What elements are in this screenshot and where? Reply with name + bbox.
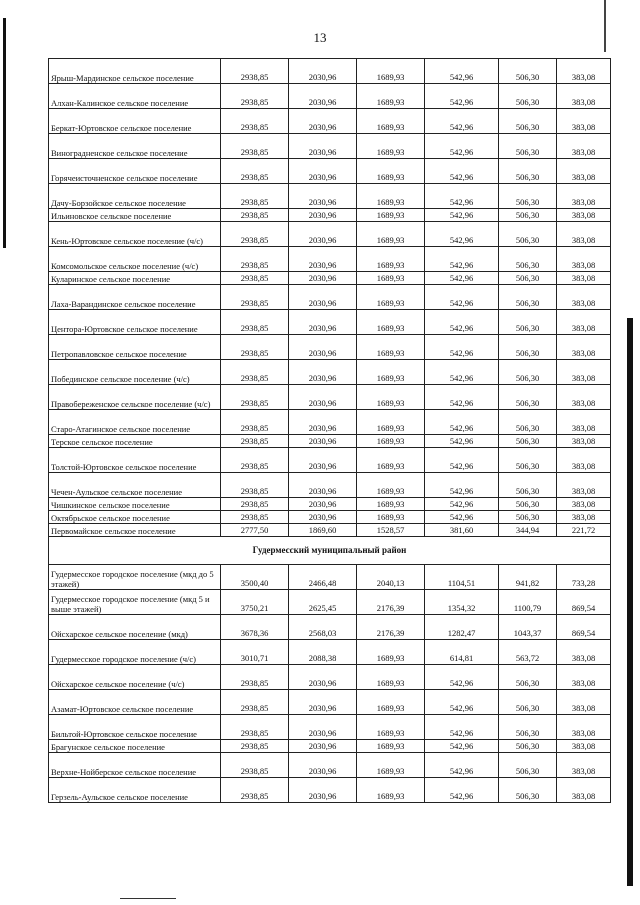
value-cell-col-4: 542,96: [425, 159, 499, 184]
settlement-name-cell: Бильтой-Юртовское сельское поселение: [49, 715, 221, 740]
value-cell-col-3: 1689,93: [357, 665, 425, 690]
value-cell-col-3: 1689,93: [357, 740, 425, 753]
value-cell-col-2: 1869,60: [289, 524, 357, 537]
value-cell-col-4: 542,96: [425, 778, 499, 803]
value-cell-col-3: 1689,93: [357, 473, 425, 498]
value-cell-col-3: 1689,93: [357, 435, 425, 448]
table-row: [49, 285, 611, 310]
value-cell-col-2: 2030,96: [289, 335, 357, 360]
table-row: [49, 524, 611, 537]
table-row: [49, 222, 611, 247]
value-cell-col-2: 2088,38: [289, 640, 357, 665]
value-cell-col-1: 3750,21: [221, 590, 289, 615]
value-cell-col-3: 1689,93: [357, 184, 425, 209]
table-row: [49, 247, 611, 272]
value-cell-col-6: 383,08: [557, 640, 611, 665]
settlement-name-cell: Комсомольское сельское поселение (ч/с): [49, 247, 221, 272]
value-cell-col-6: 383,08: [557, 84, 611, 109]
settlement-name-cell: Толстой-Юртовское сельское поселение: [49, 448, 221, 473]
value-cell-col-2: 2030,96: [289, 159, 357, 184]
value-cell-col-4: 542,96: [425, 498, 499, 511]
value-cell-col-3: 1689,93: [357, 335, 425, 360]
value-cell-col-3: 1689,93: [357, 360, 425, 385]
value-cell-col-3: 1689,93: [357, 247, 425, 272]
table-row: [49, 690, 611, 715]
value-cell-col-3: 1689,93: [357, 159, 425, 184]
value-cell-col-6: 383,08: [557, 159, 611, 184]
table-row: [49, 109, 611, 134]
value-cell-col-3: 1689,93: [357, 59, 425, 84]
table-row: [49, 184, 611, 209]
value-cell-col-5: 506,30: [499, 448, 557, 473]
value-cell-col-3: 2040,13: [357, 565, 425, 590]
value-cell-col-3: 1689,93: [357, 84, 425, 109]
value-cell-col-6: 383,08: [557, 690, 611, 715]
table-row: [49, 360, 611, 385]
settlement-name-cell: Лаха-Варандинское сельское поселение: [49, 285, 221, 310]
value-cell-col-3: 1689,93: [357, 690, 425, 715]
table-row: [49, 565, 611, 590]
value-cell-col-6: 383,08: [557, 184, 611, 209]
value-cell-col-4: 542,96: [425, 247, 499, 272]
value-cell-col-4: 542,96: [425, 209, 499, 222]
value-cell-col-1: 2938,85: [221, 360, 289, 385]
value-cell-col-6: 383,08: [557, 285, 611, 310]
value-cell-col-1: 3500,40: [221, 565, 289, 590]
value-cell-col-3: 1689,93: [357, 511, 425, 524]
table-row: [49, 590, 611, 615]
section-title: Гудермесский муниципальный район: [49, 537, 611, 565]
value-cell-col-3: 1689,93: [357, 753, 425, 778]
value-cell-col-3: 1689,93: [357, 640, 425, 665]
value-cell-col-4: 542,96: [425, 448, 499, 473]
value-cell-col-5: 506,30: [499, 59, 557, 84]
value-cell-col-1: 2938,85: [221, 448, 289, 473]
value-cell-col-5: 506,30: [499, 84, 557, 109]
table-row: [49, 335, 611, 360]
settlement-name-cell: Беркат-Юртовское сельское поселение: [49, 109, 221, 134]
value-cell-col-1: 2938,85: [221, 690, 289, 715]
value-cell-col-6: 383,08: [557, 498, 611, 511]
value-cell-col-4: 542,96: [425, 222, 499, 247]
settlement-name-cell: Алхан-Калинское сельское поселение: [49, 84, 221, 109]
scan-artifact-right-bar: [627, 318, 633, 886]
settlement-name-cell: Ильиновское сельское поселение: [49, 209, 221, 222]
value-cell-col-5: 1100,79: [499, 590, 557, 615]
settlement-name-cell: Петропавловское сельское поселение: [49, 335, 221, 360]
value-cell-col-4: 542,96: [425, 184, 499, 209]
value-cell-col-5: 506,30: [499, 134, 557, 159]
value-cell-col-4: 542,96: [425, 435, 499, 448]
value-cell-col-2: 2625,45: [289, 590, 357, 615]
scan-artifact-bottom-mark: [120, 898, 176, 899]
table-row: [49, 715, 611, 740]
value-cell-col-5: 506,30: [499, 385, 557, 410]
value-cell-col-4: 542,96: [425, 285, 499, 310]
value-cell-col-6: 383,08: [557, 134, 611, 159]
value-cell-col-4: 542,96: [425, 753, 499, 778]
value-cell-col-3: 1689,93: [357, 310, 425, 335]
table-body-bottom: [49, 565, 611, 803]
value-cell-col-5: 506,30: [499, 410, 557, 435]
value-cell-col-3: 1689,93: [357, 715, 425, 740]
value-cell-col-1: 2938,85: [221, 109, 289, 134]
value-cell-col-1: 2938,85: [221, 184, 289, 209]
settlement-name-cell: Гудермесское городское поселение (ч/с): [49, 640, 221, 665]
value-cell-col-4: 542,96: [425, 740, 499, 753]
value-cell-col-3: 2176,39: [357, 590, 425, 615]
settlement-name-cell: Виноградненское сельское поселение: [49, 134, 221, 159]
value-cell-col-5: 506,30: [499, 665, 557, 690]
value-cell-col-1: 2938,85: [221, 715, 289, 740]
table-row: [49, 159, 611, 184]
value-cell-col-2: 2030,96: [289, 715, 357, 740]
value-cell-col-5: 506,30: [499, 360, 557, 385]
value-cell-col-4: 542,96: [425, 310, 499, 335]
value-cell-col-6: 383,08: [557, 247, 611, 272]
settlement-name-cell: Гудермесское городское поселение (мкд до 5 этажей): [49, 565, 221, 590]
settlement-name-cell: Центора-Юртовское сельское поселение: [49, 310, 221, 335]
value-cell-col-5: 506,30: [499, 498, 557, 511]
value-cell-col-5: 506,30: [499, 690, 557, 715]
value-cell-col-1: 2938,85: [221, 498, 289, 511]
settlement-name-cell: Ойсхарское сельское поселение (мкд): [49, 615, 221, 640]
table-row: [49, 134, 611, 159]
value-cell-col-2: 2466,48: [289, 565, 357, 590]
value-cell-col-2: 2030,96: [289, 134, 357, 159]
value-cell-col-1: 2938,85: [221, 435, 289, 448]
section-header-row: [49, 537, 611, 565]
value-cell-col-5: 506,30: [499, 109, 557, 134]
value-cell-col-5: 1043,37: [499, 615, 557, 640]
value-cell-col-6: 383,08: [557, 753, 611, 778]
value-cell-col-6: 383,08: [557, 59, 611, 84]
value-cell-col-6: 733,28: [557, 565, 611, 590]
value-cell-col-6: 383,08: [557, 715, 611, 740]
value-cell-col-3: 1689,93: [357, 285, 425, 310]
value-cell-col-2: 2030,96: [289, 84, 357, 109]
table-body-top: [49, 59, 611, 537]
value-cell-col-2: 2030,96: [289, 740, 357, 753]
value-cell-col-4: 542,96: [425, 715, 499, 740]
table-row: [49, 753, 611, 778]
value-cell-col-5: 506,30: [499, 222, 557, 247]
value-cell-col-1: 2938,85: [221, 84, 289, 109]
value-cell-col-6: 383,08: [557, 385, 611, 410]
value-cell-col-3: 2176,39: [357, 615, 425, 640]
value-cell-col-5: 506,30: [499, 335, 557, 360]
table-row: [49, 740, 611, 753]
value-cell-col-2: 2030,96: [289, 209, 357, 222]
table-row: [49, 310, 611, 335]
value-cell-col-6: 383,08: [557, 109, 611, 134]
table-row: [49, 209, 611, 222]
value-cell-col-6: 383,08: [557, 310, 611, 335]
value-cell-col-5: 506,30: [499, 740, 557, 753]
value-cell-col-5: 506,30: [499, 209, 557, 222]
value-cell-col-3: 1689,93: [357, 410, 425, 435]
value-cell-col-1: 2938,85: [221, 473, 289, 498]
value-cell-col-2: 2030,96: [289, 285, 357, 310]
settlement-name-cell: Октябрьское сельское поселение: [49, 511, 221, 524]
value-cell-col-2: 2030,96: [289, 272, 357, 285]
value-cell-col-4: 542,96: [425, 84, 499, 109]
table-section: [49, 537, 611, 565]
value-cell-col-1: 2938,85: [221, 753, 289, 778]
settlement-name-cell: Куларинское сельское поселение: [49, 272, 221, 285]
table-row: [49, 410, 611, 435]
settlement-name-cell: Чишкинское сельское поселение: [49, 498, 221, 511]
value-cell-col-4: 542,96: [425, 690, 499, 715]
settlement-name-cell: Старо-Атагинское сельское поселение: [49, 410, 221, 435]
value-cell-col-1: 2938,85: [221, 511, 289, 524]
value-cell-col-3: 1689,93: [357, 209, 425, 222]
settlement-name-cell: Герзель-Аульское сельское поселение: [49, 778, 221, 803]
value-cell-col-5: 506,30: [499, 272, 557, 285]
page-number: 13: [313, 30, 327, 45]
value-cell-col-4: 542,96: [425, 134, 499, 159]
value-cell-col-1: 2938,85: [221, 385, 289, 410]
value-cell-col-1: 2938,85: [221, 335, 289, 360]
table-row: [49, 665, 611, 690]
value-cell-col-5: 506,30: [499, 778, 557, 803]
value-cell-col-3: 1689,93: [357, 385, 425, 410]
settlement-name-cell: Терское сельское поселение: [49, 435, 221, 448]
value-cell-col-1: 3010,71: [221, 640, 289, 665]
table-row: [49, 511, 611, 524]
value-cell-col-1: 2938,85: [221, 410, 289, 435]
settlement-name-cell: Первомайское сельское поселение: [49, 524, 221, 537]
value-cell-col-6: 383,08: [557, 335, 611, 360]
value-cell-col-1: 2938,85: [221, 778, 289, 803]
value-cell-col-5: 506,30: [499, 715, 557, 740]
value-cell-col-6: 383,08: [557, 272, 611, 285]
value-cell-col-5: 506,30: [499, 159, 557, 184]
value-cell-col-6: 383,08: [557, 360, 611, 385]
value-cell-col-2: 2030,96: [289, 665, 357, 690]
settlement-name-cell: Ярыш-Мардинское сельское поселение: [49, 59, 221, 84]
value-cell-col-2: 2030,96: [289, 360, 357, 385]
value-cell-col-2: 2030,96: [289, 310, 357, 335]
value-cell-col-6: 383,08: [557, 511, 611, 524]
value-cell-col-2: 2030,96: [289, 222, 357, 247]
value-cell-col-2: 2568,03: [289, 615, 357, 640]
value-cell-col-5: 506,30: [499, 184, 557, 209]
value-cell-col-1: 2938,85: [221, 222, 289, 247]
value-cell-col-4: 542,96: [425, 665, 499, 690]
value-cell-col-4: 542,96: [425, 410, 499, 435]
value-cell-col-6: 869,54: [557, 615, 611, 640]
value-cell-col-2: 2030,96: [289, 448, 357, 473]
settlement-name-cell: Верхне-Нойберское сельское поселение: [49, 753, 221, 778]
value-cell-col-2: 2030,96: [289, 410, 357, 435]
value-cell-col-2: 2030,96: [289, 473, 357, 498]
value-cell-col-1: 2938,85: [221, 272, 289, 285]
value-cell-col-1: 2938,85: [221, 247, 289, 272]
settlement-name-cell: Правобереженское сельское поселение (ч/с): [49, 385, 221, 410]
value-cell-col-3: 1689,93: [357, 448, 425, 473]
value-cell-col-3: 1689,93: [357, 272, 425, 285]
value-cell-col-6: 383,08: [557, 448, 611, 473]
value-cell-col-5: 506,30: [499, 435, 557, 448]
value-cell-col-5: 344,94: [499, 524, 557, 537]
table-row: [49, 615, 611, 640]
value-cell-col-3: 1689,93: [357, 134, 425, 159]
table-row: [49, 640, 611, 665]
table-row: [49, 448, 611, 473]
value-cell-col-6: 383,08: [557, 740, 611, 753]
settlement-name-cell: Брагунское сельское поселение: [49, 740, 221, 753]
settlement-name-cell: Чечен-Аульское сельское поселение: [49, 473, 221, 498]
value-cell-col-5: 506,30: [499, 473, 557, 498]
value-cell-col-5: 506,30: [499, 511, 557, 524]
table-row: [49, 498, 611, 511]
settlement-name-cell: Гудермесское городское поселение (мкд 5 и выше этажей): [49, 590, 221, 615]
value-cell-col-2: 2030,96: [289, 511, 357, 524]
value-cell-col-4: 1104,51: [425, 565, 499, 590]
settlement-name-cell: Кень-Юртовское сельское поселение (ч/с): [49, 222, 221, 247]
settlement-name-cell: Дачу-Борзойское сельское поселение: [49, 184, 221, 209]
value-cell-col-4: 542,96: [425, 473, 499, 498]
settlement-name-cell: Побединское сельское поселение (ч/с): [49, 360, 221, 385]
value-cell-col-4: 542,96: [425, 109, 499, 134]
value-cell-col-6: 383,08: [557, 778, 611, 803]
settlement-name-cell: Горячеисточненское сельское поселение: [49, 159, 221, 184]
tariff-table: [48, 58, 611, 803]
value-cell-col-1: 2777,50: [221, 524, 289, 537]
value-cell-col-2: 2030,96: [289, 435, 357, 448]
value-cell-col-5: 506,30: [499, 310, 557, 335]
value-cell-col-6: 221,72: [557, 524, 611, 537]
value-cell-col-4: 381,60: [425, 524, 499, 537]
value-cell-col-1: 3678,36: [221, 615, 289, 640]
value-cell-col-5: 506,30: [499, 753, 557, 778]
value-cell-col-6: 383,08: [557, 410, 611, 435]
value-cell-col-4: 542,96: [425, 511, 499, 524]
table-row: [49, 778, 611, 803]
table-row: [49, 84, 611, 109]
value-cell-col-1: 2938,85: [221, 285, 289, 310]
value-cell-col-3: 1689,93: [357, 109, 425, 134]
value-cell-col-2: 2030,96: [289, 753, 357, 778]
value-cell-col-6: 383,08: [557, 473, 611, 498]
value-cell-col-5: 563,72: [499, 640, 557, 665]
value-cell-col-1: 2938,85: [221, 159, 289, 184]
value-cell-col-3: 1528,57: [357, 524, 425, 537]
value-cell-col-3: 1689,93: [357, 778, 425, 803]
table-row: [49, 435, 611, 448]
value-cell-col-1: 2938,85: [221, 209, 289, 222]
value-cell-col-6: 383,08: [557, 222, 611, 247]
value-cell-col-1: 2938,85: [221, 59, 289, 84]
value-cell-col-5: 506,30: [499, 247, 557, 272]
value-cell-col-4: 542,96: [425, 385, 499, 410]
value-cell-col-2: 2030,96: [289, 109, 357, 134]
settlement-name-cell: Ойсхарское сельское поселение (ч/с): [49, 665, 221, 690]
value-cell-col-4: 1282,47: [425, 615, 499, 640]
table-row: [49, 272, 611, 285]
value-cell-col-3: 1689,93: [357, 498, 425, 511]
value-cell-col-2: 2030,96: [289, 498, 357, 511]
value-cell-col-6: 383,08: [557, 209, 611, 222]
value-cell-col-1: 2938,85: [221, 310, 289, 335]
scan-artifact-left-bar: [3, 18, 6, 248]
value-cell-col-2: 2030,96: [289, 59, 357, 84]
value-cell-col-1: 2938,85: [221, 665, 289, 690]
value-cell-col-6: 869,54: [557, 590, 611, 615]
value-cell-col-6: 383,08: [557, 435, 611, 448]
value-cell-col-2: 2030,96: [289, 690, 357, 715]
value-cell-col-2: 2030,96: [289, 247, 357, 272]
value-cell-col-4: 614,81: [425, 640, 499, 665]
table-row: [49, 385, 611, 410]
value-cell-col-1: 2938,85: [221, 740, 289, 753]
value-cell-col-3: 1689,93: [357, 222, 425, 247]
table-row: [49, 473, 611, 498]
value-cell-col-2: 2030,96: [289, 385, 357, 410]
value-cell-col-4: 542,96: [425, 272, 499, 285]
value-cell-col-2: 2030,96: [289, 778, 357, 803]
settlement-name-cell: Азамат-Юртовское сельское поселение: [49, 690, 221, 715]
value-cell-col-6: 383,08: [557, 665, 611, 690]
value-cell-col-5: 941,82: [499, 565, 557, 590]
table-row: [49, 59, 611, 84]
value-cell-col-4: 1354,32: [425, 590, 499, 615]
value-cell-col-4: 542,96: [425, 335, 499, 360]
value-cell-col-4: 542,96: [425, 360, 499, 385]
value-cell-col-2: 2030,96: [289, 184, 357, 209]
value-cell-col-4: 542,96: [425, 59, 499, 84]
value-cell-col-1: 2938,85: [221, 134, 289, 159]
value-cell-col-5: 506,30: [499, 285, 557, 310]
